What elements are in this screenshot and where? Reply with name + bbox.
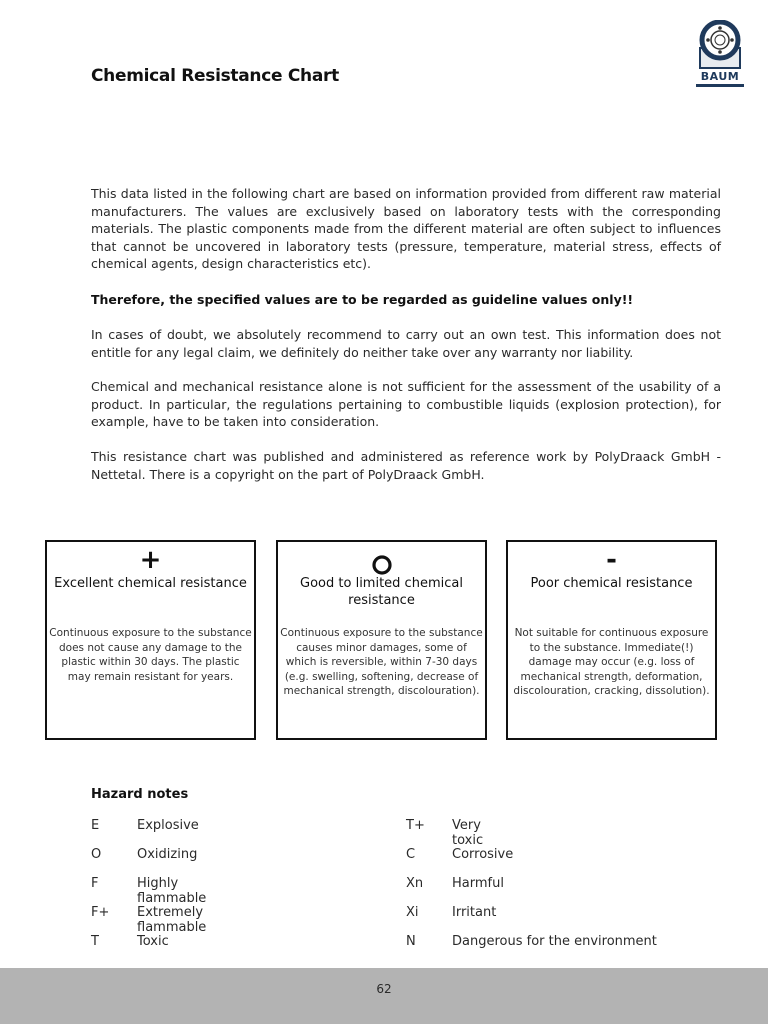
doubt-paragraph: In cases of doubt, we absolutely recommend to carry out an own test. This information does not entitle for any legal claim, we definitely do neither take over any warranty nor liability. — [91, 327, 721, 360]
legend-title: Excellent chemical resistance — [54, 576, 247, 591]
page-title: Chemical Resistance Chart — [91, 66, 339, 86]
legend-title: Good to limited chemical resistance — [300, 576, 463, 608]
hazard-label: Harmful — [452, 876, 504, 891]
hazard-label: Toxic — [137, 934, 169, 949]
flange-icon — [694, 20, 746, 72]
usability-paragraph: Chemical and mechanical resistance alone is not sufficient for the assessment of the usability of a product. In particular, the regulations pertaining to combustible liquids (explosion protection), for example, have to be taken into consideration. — [91, 379, 721, 429]
legend-description: Not suitable for continuous exposure to the substance. Immediate(!) damage may occur (e.g. loss of mechanical strength, deformation, discolouration, cracking, dissolution). — [513, 627, 710, 697]
logo-text: BAUM — [700, 70, 740, 83]
hazard-notes-title: Hazard notes — [91, 787, 189, 802]
hazard-label: Oxidizing — [137, 847, 198, 862]
minus-symbol: - — [606, 545, 617, 575]
hazard-code: C — [406, 847, 416, 862]
hazard-code: T — [91, 934, 99, 949]
legend-description: Continuous exposure to the substance does not cause any damage to the plastic within 30 days. The plastic may remain resistant for years. — [49, 627, 252, 683]
legend-title: Poor chemical resistance — [530, 576, 693, 591]
hazard-label: Very toxic — [452, 818, 484, 848]
hazard-code: E — [91, 818, 100, 833]
baum-logo — [694, 20, 746, 90]
hazard-code: O — [91, 847, 102, 862]
circle-symbol — [278, 546, 485, 574]
hazard-code: F+ — [91, 905, 110, 920]
page-number: 62 — [376, 982, 392, 996]
hazard-label: Explosive — [137, 818, 199, 833]
guideline-notice: Therefore, the specified values are to be regarded as guideline values only!! — [91, 292, 634, 307]
hazard-code: Xi — [406, 905, 419, 920]
intro-paragraph: This data listed in the following chart are based on information provided from different raw material manufacturers. The values are exclusively based on laboratory tests with the corresponding materials. The plastic components made from the different material are often subject to influences that cannot be uncovered in laboratory tests (pressure, temperature, material stress, effects of chemical agents, design characteristics etc). — [91, 186, 721, 271]
hazard-label: Extremely flammable — [137, 905, 207, 935]
hazard-code: T+ — [406, 818, 425, 833]
hazard-code: N — [406, 934, 416, 949]
hazard-label: Corrosive — [452, 847, 514, 862]
hazard-label: Irritant — [452, 905, 497, 920]
hazard-label: Highly flammable — [137, 876, 207, 906]
legend-description: Continuous exposure to the substance causes minor damages, some of which is reversible, within 7-30 days (e.g. swelling, softening, decrease of mechanical strength, discolouration). — [280, 627, 483, 697]
logo-underline — [696, 84, 744, 87]
copyright-paragraph: This resistance chart was published and administered as reference work by PolyDraack GmbH - Nettetal. There is a copyright on the part of PolyDraack GmbH. — [91, 449, 721, 482]
hazard-code: F — [91, 876, 99, 891]
page-footer — [0, 968, 768, 1024]
circle-icon — [371, 554, 393, 576]
hazard-label: Dangerous for the environment — [452, 934, 657, 949]
legend-box-excellent — [45, 540, 256, 740]
hazard-code: Xn — [406, 876, 424, 891]
plus-symbol: + — [139, 545, 162, 575]
legend-box-poor — [506, 540, 717, 740]
legend-box-good — [276, 540, 487, 740]
